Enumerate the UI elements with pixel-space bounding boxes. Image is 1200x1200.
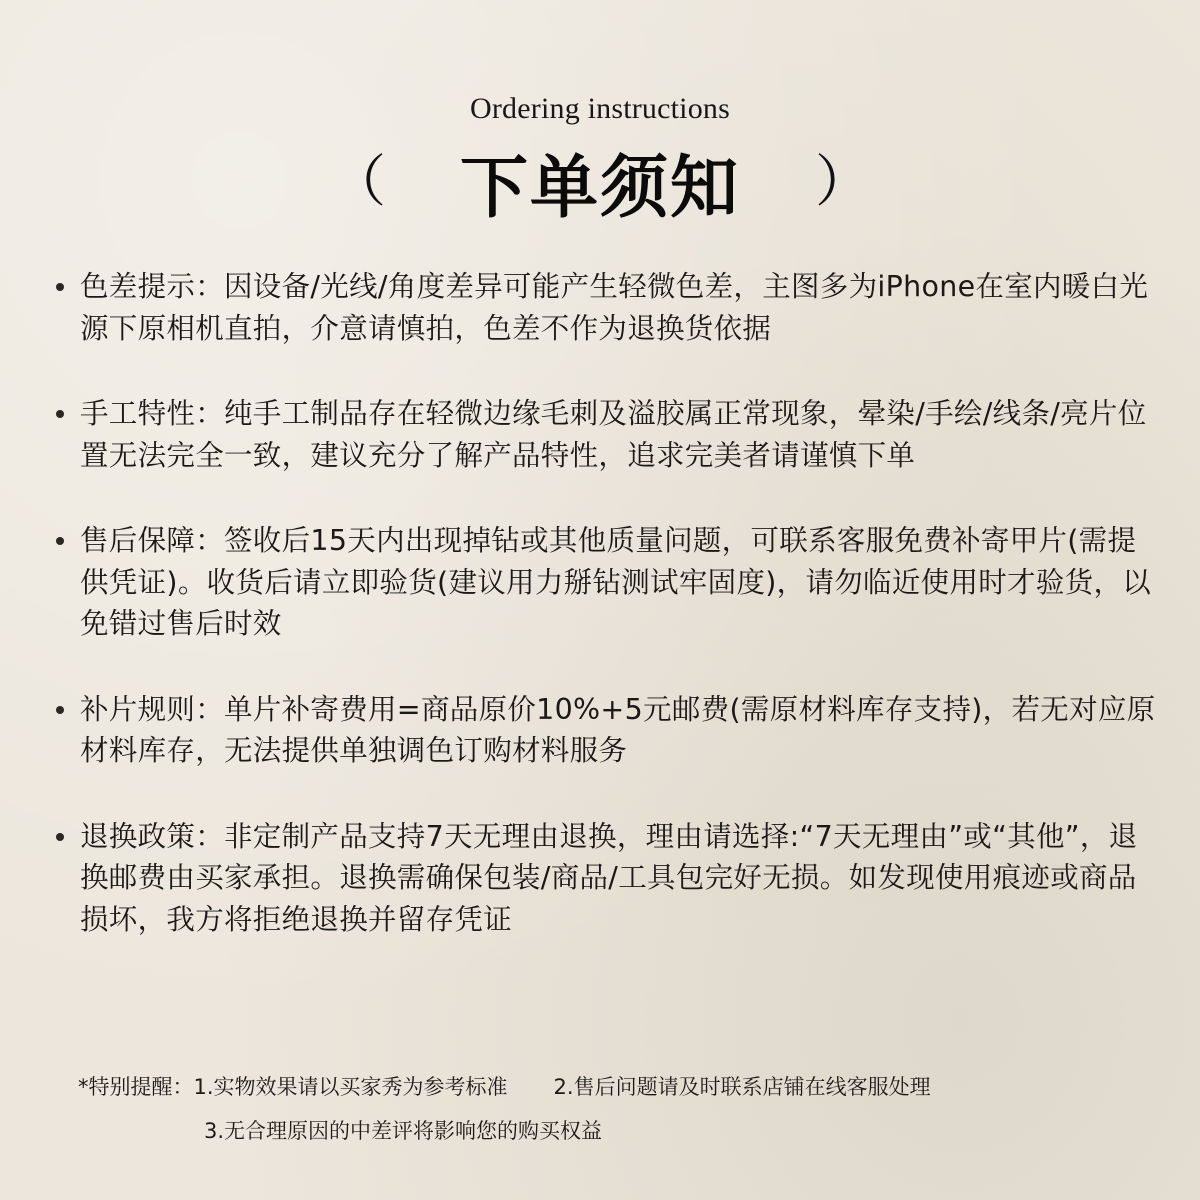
reminder-note-1: *特别提醒：1.实物效果请以买家秀为参考标准 xyxy=(78,1075,508,1099)
instruction-text: 退换政策：非定制产品支持7天无理由退换，理由请选择:“7天无理由”或“其他”，退换邮费由买家承担。退换需确保包装/商品/工具包完好无损。如发现使用痕迹或商品损坏，我方将拒绝退换并留存凭证 xyxy=(80,819,1138,936)
title-paren-right: ） xyxy=(815,150,871,215)
instruction-replacement xyxy=(56,689,1156,772)
bullet-dot-icon xyxy=(56,706,64,714)
reminder-note-2: 2.售后问题请及时联系店铺在线客服处理 xyxy=(553,1075,931,1099)
bullet-dot-icon xyxy=(56,410,64,418)
special-reminder xyxy=(78,1070,1178,1148)
bullet-dot-icon xyxy=(56,833,64,841)
instruction-return-policy xyxy=(56,816,1156,941)
subtitle-english: Ordering instructions xyxy=(470,92,730,125)
instruction-color-difference xyxy=(56,266,1156,349)
instruction-list xyxy=(56,266,1156,984)
title-paren-left: （ xyxy=(330,150,386,215)
instruction-text: 售后保障：签收后15天内出现掉钻或其他质量问题，可联系客服免费补寄甲片(需提供凭证)。收货后请立即验货(建议用力掰钻测试牢固度)，请勿临近使用时才验货，以免错过售后时效 xyxy=(80,524,1152,640)
reminder-note-3: 3.无合理原因的中差评将影响您的购买权益 xyxy=(204,1119,603,1143)
bullet-dot-icon xyxy=(56,537,64,545)
instruction-text: 补片规则：单片补寄费用=商品原价10%+5元邮费(需原材料库存支持)，若无对应原材料库存，无法提供单独调色订购材料服务 xyxy=(80,692,1156,767)
instruction-after-sales xyxy=(56,520,1156,645)
page-title: 下单须知 xyxy=(459,149,740,228)
instruction-text: 手工特性：纯手工制品存在轻微边缘毛刺及溢胶属正常现象，晕染/手绘/线条/亮片位置无法完全一致，建议充分了解产品特性，追求完美者请谨慎下单 xyxy=(80,397,1147,472)
instruction-text: 色差提示：因设备/光线/角度差异可能产生轻微色差，主图多为iPhone在室内暖白光源下原相机直拍，介意请慎拍，色差不作为退换货依据 xyxy=(80,270,1149,345)
bullet-dot-icon xyxy=(56,283,64,291)
title-row xyxy=(0,134,1200,228)
instruction-handmade xyxy=(56,393,1156,476)
reminder-line-1 xyxy=(78,1070,1178,1104)
